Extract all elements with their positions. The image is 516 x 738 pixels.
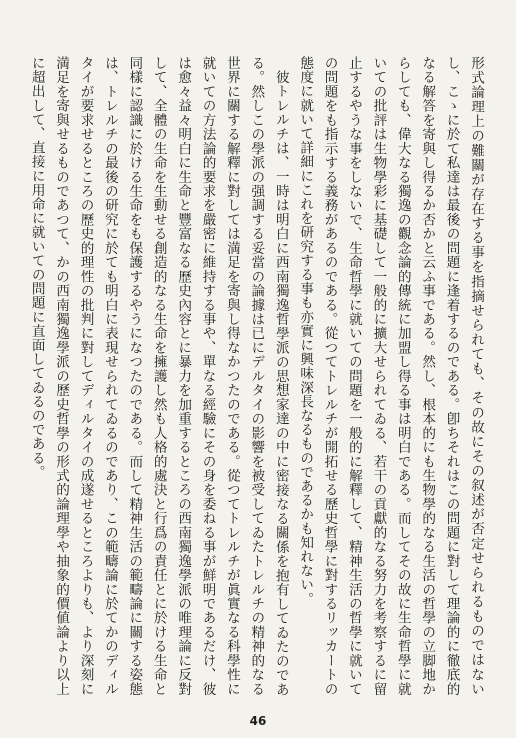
vertical-text-body	[28, 56, 488, 696]
paragraph-2: 彼トレルチは、一時は明白に西南獨逸哲學派の思想家達の中に密接なる關係を抱有してゐたのである。然しこの學派の强調する妥當の論據は已にデルタイの影響を被受してゐたトレルチの精神的なる世界に關する解釋に對しては満足を寄與し得なかつたのである。從つてトレルチが眞實なる科學性に就いての方法論的要求を嚴密に維持する事や、單なる經驗にその身を委ねる事が鮮明であるだけ、彼は愈々益々明白に生命と豐富なる歷史內容とに暴力を加重するところの西南獨逸學派の唯理論に反對して、全體の生命を生動せる創造的なる生命を擁護し然も人格的處決と行爲の責任とに於ける生命と同樣に認識に於ける生命をも保護するやうになつたのである。而して精神生活の範疇論に關する姿態は、トレルチの最後の研究に於ても明白に表現せられてゐるのであり、この範疇論に於てかのディルタイが要求せるところの歷史的理性の批判に對してディルタイの成遂せるところよりも、より深刻に満足を寄與せるものであつて、かの西南獨逸學派の歷史哲學の形式的論理學や抽象的價値論より以上に超出して、直接に用命に就いての問題に直面してゐるのである。	[28, 56, 289, 696]
paragraph-1: 形式論理上の難關が存在する事を指摘せられても、その故にその叙述が否定せられるものではないし、こゝに於て私達は最後の問題に逢着するのである。卽ちそれはこの問題に對して理論的に徹底的なる解答を寄與し得るか否かと云ふ事である。然し、根本的にも生物學的なる生活の哲學の立脚地からしても、偉大なる獨逸の觀念論的傳統に加盟し得る事は明白である。而してその故に生命哲學に就いての批評は生物學彩に基礎して一般的に擴大せられてゐる、若干の貢獻的なる努力を考察するに留止するやうな事をしないで、生命哲學に就いての問題を一般的に解釋して、精神生活の哲學に就いての問題をも指示する義務があるのである。從つてトレルチが開拓せる歷史哲學に對するリッカートの態度に就いて詳細にこれを研究する事も亦實に興味深長なるものであるかも知れない。	[297, 56, 484, 696]
page-number: 46	[249, 714, 267, 728]
